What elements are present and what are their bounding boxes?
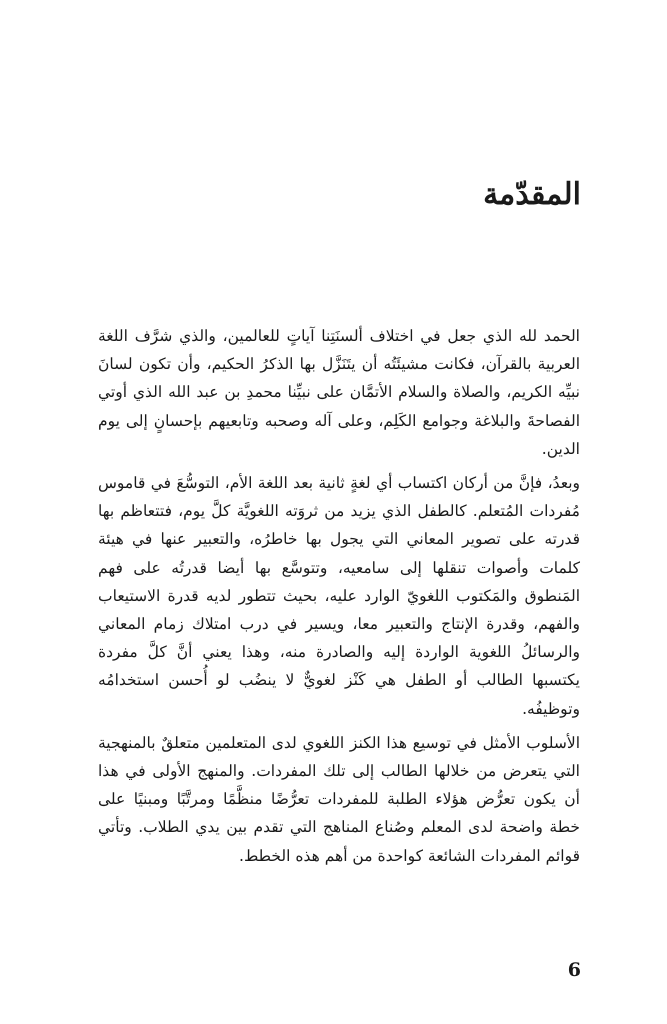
- body-text: [98, 322, 580, 876]
- paragraph-method: الأسلوب الأمثل في توسيع هذا الكنز اللغوي لدى المتعلمين متعلقٌ بالمنهجية التي يتعرض من خلالها الطالب إلى تلك المفردات. والمنهج الأولى في هذا أن يكون تعرُّض هؤلاء الطلبة للمفردات تعرُّضًا منظَّمًا ومرتَّبًا ومبنيًا على خطة واضحة لدى المعلم وصُناع المناهج التي تقدم بين يدي الطلاب. وتأتي قوائم المفردات الشائعة كواحدة من أهم هذه الخطط.: [98, 733, 580, 865]
- page-number: 6: [567, 959, 581, 981]
- chapter-title: المقدّمة: [483, 177, 581, 212]
- paragraph-vocabulary: وبعدُ، فإنَّ من أركان اكتساب أي لغةٍ ثانية بعد اللغة الأم، التوسُّعَ في قاموس مُفردات المُتعلم. كالطفل الذي يزيد من ثروَته اللغويَّة كلَّ يوم، فتتعاظم بها قدرته على تصوير المعاني التي يجول بها خاطرُه، والتعبير عنها في هيئة كلمات وأصوات تنقلها إلى سامعيه، وتتوسَّع بها أيضا قدرتُه على فهم المَنطوق والمَكتوب اللغويّ الوارد عليه، بحيث تتطور لديه قدرة الاستيعاب والفهم، وقدرة الإنتاج والتعبير معا، ويسير في درب امتلاك زمام المعاني والرسائلُ اللغوية الواردة إليه والصادرة منه، وهذا يعني أنَّ كلَّ مفردة يكتسبها الطالب أو الطفل هي كَنْز لغويٌّ لا ينضُب لو أُحسن استخدامُه وتوظيفُه.: [98, 474, 580, 718]
- paragraph-intro: الحمد لله الذي جعل في اختلاف ألسنَتِنا آياتٍ للعالمين، والذي شرَّف اللغة العربية بالقرآن، فكانت مشيئَتُه أن يتَنَزَّل بها الذكرُ الحكيم، وأن تكون لسانَ نبيِّه الكريم، والصلاة والسلام الأتمَّان على نبيِّنا محمدِ بن عبد الله الذي أوتي الفصاحةَ والبلاغة وجوامع الكَلِم، وعلى آله وصحبه وتابعيهم بإحسانٍ إلى يوم الدين.: [98, 327, 580, 458]
